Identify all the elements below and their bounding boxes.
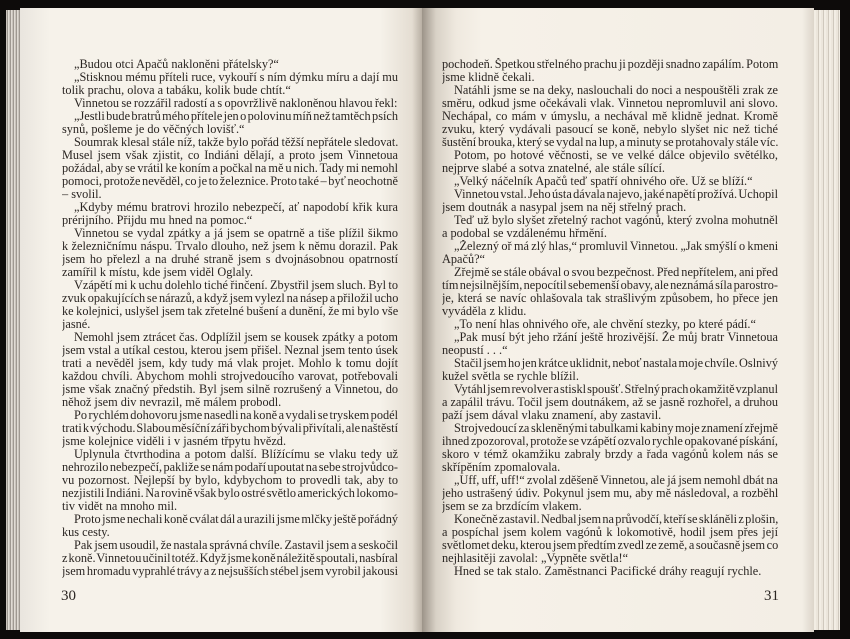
- text-line: „Velký náčelník Apačů teď spatří ohnivého oře. Už se blíží.“: [454, 175, 753, 188]
- text-line: tolik prachu, olova a tabáku, kolik bude chtít.“: [62, 84, 291, 97]
- paragraph: [62, 227, 398, 279]
- text-line: požádal, aby se vrátil ke koním a počkal na mě u nich. Tady mi nemohl: [62, 162, 398, 175]
- text-line: a zapálil trávu. Točil jsem doutnákem, až se jasně rozhořel, a druhou: [442, 396, 778, 409]
- text-line: trati a nevěděl jsem, kdy tudy má vlak projet. Mohlo k tomu dojít: [62, 357, 398, 370]
- text-line: jeho ustrašený údiv. Pokynul jsem mu, aby mě následoval, a rozběhl: [442, 487, 778, 500]
- text-line: nejprve slabé a sotva znatelné, ale stále sílící.: [442, 162, 665, 175]
- text-line: a podobal se vzdálenému hřmění.: [442, 227, 607, 240]
- text-line: zamířil k místu, kde jsem viděl Oglaly.: [62, 266, 254, 279]
- page-number-right: 31: [764, 588, 779, 604]
- text-line: vu pozornost. Nejlepší by bylo, kdybychom to provedli tak, aby to: [62, 474, 398, 487]
- paragraph: [442, 474, 778, 513]
- paragraph: [442, 266, 778, 318]
- text-line: „Pak musí být jeho ržání ještě hrozivější. Že můj bratr Vinnetoua: [454, 331, 778, 344]
- paragraph: [62, 513, 398, 539]
- paragraph: [442, 214, 778, 240]
- text-line: Vzápětí mi k uchu dolehlo tiché řinčení. Zbystřil jsem sluch. Byl to: [74, 279, 398, 292]
- text-line: „Budou otci Apačů nakloněni přátelsky?“: [74, 58, 279, 71]
- text-line: nejhlasitěji zavolal: „Vypněte světla!“: [442, 552, 629, 565]
- paragraph: [62, 71, 398, 97]
- text-line: „Stisknou mému příteli ruce, vykouří s ním dýmku míru a dají mu: [74, 71, 398, 84]
- left-page-text: [62, 58, 398, 578]
- text-line: paží jsem dával vlaku znamení, aby zastavil.: [442, 409, 662, 422]
- text-line: jsem ho přelezl a na druhé straně jsem s dvojnásobnou opatrností: [62, 253, 398, 266]
- paragraph: [442, 357, 778, 383]
- paragraph: [442, 383, 778, 422]
- paragraph: [62, 448, 398, 513]
- paragraph: [62, 58, 398, 71]
- text-line: „To není hlas ohnivého oře, ale chvění stezky, po které pádí.“: [454, 318, 756, 331]
- text-line: „Uff, uff, uff!“ zvolal zděšeně Vinnetou, ale já jsem nemohl dbát na: [454, 474, 778, 487]
- text-line: – svolil.: [62, 188, 102, 201]
- text-line: vyváděla z klidu.: [442, 305, 527, 318]
- paragraph: [442, 84, 778, 149]
- text-line: Strojvedoucí za skleněnými tabulkami kabiny moje znamení zřejmě: [454, 422, 778, 435]
- text-line: jsme kolejnice viděli i v jasném třpytu hvězd.: [62, 435, 287, 448]
- text-line: Potom, po hotové věčnosti, se ve velké dálce objevilo světélko,: [454, 149, 778, 162]
- text-line: pomoci, protože nevěděl, co je to železnice. Proto také – byť neochotně: [62, 175, 398, 188]
- text-line: k železničnímu náspu. Trvalo dlouho, než jsem k němu dorazil. Pak: [62, 240, 398, 253]
- text-line: skřípěním zpomalovala.: [442, 461, 561, 474]
- text-line: světlomet deku, kterou jsem předtím zvedl ze země, a současně jsem co: [442, 539, 778, 552]
- right-page-text: [442, 58, 778, 578]
- text-line: Uplynula čtvrthodina a potom další. Blížícímu se vlaku tedy už: [74, 448, 398, 461]
- text-line: Nemohl jsem ztrácet čas. Odplížil jsem se kousek zpátky a potom: [74, 331, 398, 344]
- text-line: „Jestli bude bratrů mého přítele jen o polovinu míň než tamtěch psích: [74, 110, 398, 123]
- page-number-left: 30: [61, 588, 76, 604]
- text-line: jasné.: [62, 318, 91, 331]
- paragraph: [62, 331, 398, 409]
- paragraph: [442, 240, 778, 266]
- text-line: Stačil jsem ho jen krátce uklidnit, neboť nastala moje chvíle. Oslnivý: [454, 357, 778, 370]
- text-line: Nechápal, co mám v úmyslu, a nechával mě klidně jednat. Kromě: [442, 110, 778, 123]
- paragraph: [62, 201, 398, 227]
- text-line: Proto jsme nechali koně cválat dál a urazili jsme mlčky ještě pořádný: [74, 513, 398, 526]
- paragraph: [62, 97, 398, 110]
- text-line: z koně. Vinnetou učinil totéž. Když jsme koně náležitě spoutali, nasbíral: [62, 552, 398, 565]
- paragraph: [62, 409, 398, 448]
- text-line: Po rychlém dohovoru jsme nasedli na koně a vydali se tryskem podél: [74, 409, 398, 422]
- text-line: skoro v témž okamžiku zabraly brzdy a řada vagónů kolem nás se: [442, 448, 778, 461]
- paragraph: [442, 175, 778, 188]
- paragraph: [62, 539, 398, 578]
- text-line: něhož jsem div nevrazil, mě málem probodl.: [62, 396, 282, 409]
- text-line: Hned se tak stalo. Zaměstnanci Pacifické dráhy reagují rychle.: [454, 565, 762, 578]
- text-line: ke kolejnici, uslyšel jsem tak zřetelné bušení a dunění, že mi bylo vše: [62, 305, 398, 318]
- text-line: tiv vidět na mnoho mil.: [62, 500, 178, 513]
- paragraph: [442, 318, 778, 331]
- text-line: a pospíchal jsem kolem vagónů k lokomotivě, hodil jsem přes její: [442, 526, 778, 539]
- text-line: Soumrak klesal stále níž, takže bylo pořád těžší nepřátele sledovat.: [74, 136, 398, 149]
- text-line: neopustí . . .“: [442, 344, 508, 357]
- paragraph: [62, 279, 398, 331]
- paragraph: [442, 565, 778, 578]
- text-line: jsem hromadu vyprahlé trávy a z nejsušších stébel jsem vyrobil jakousi: [62, 565, 398, 578]
- text-line: jsme však značný předstih. Byl jsem silně rozrušený a Vinnetou, do: [62, 383, 398, 396]
- text-line: tím nejsilnějším, nepocítil sebemenší obavy, ale neznámá síla parostro-: [442, 279, 778, 292]
- text-line: „Kdyby mému bratrovi hrozilo nebezpečí, ať napodobí křik kura: [74, 201, 398, 214]
- text-line: prérijního. Přijdu mu hned na pomoc.“: [62, 214, 253, 227]
- text-line: jsme klidně čekali.: [442, 71, 535, 84]
- text-line: směru, odkud jsme očekávali vlak. Vinnetou nepromluvil ani slovo.: [442, 97, 778, 110]
- paragraph: [62, 136, 398, 201]
- text-line: zvuk opakujících se nárazů, a když jsem vylezl na násep a přiložil ucho: [62, 292, 398, 305]
- text-line: pochodeň. Špetkou střelného prachu ji později snadno zapálím. Potom: [442, 58, 778, 71]
- text-line: kus cesty.: [62, 526, 110, 539]
- text-line: každou chvíli. Abychom mohli strojvedoucího varovat, potřebovali: [62, 370, 398, 383]
- text-line: jsem se za brzdícím vlakem.: [442, 500, 582, 513]
- paragraph: [442, 188, 778, 214]
- text-line: Pak jsem usoudil, že nastala správná chvíle. Zastavil jsem a seskočil: [74, 539, 398, 552]
- text-line: Vinnetou se rozzářil radostí a s opovržlivě nakloněnou hlavou řekl:: [74, 97, 398, 110]
- text-line: nezjistili Indiáni. Na rovině však bylo ostré světlo amerických lokomo-: [62, 487, 398, 500]
- text-line: Musel jsem však zjistit, co Indiáni dělají, a proto jsem Vinnetoua: [62, 149, 398, 162]
- text-line: Teď už bylo slyšet zřetelný rachot vagónů, který zvolna mohutněl: [454, 214, 778, 227]
- text-line: Apačů?“: [442, 253, 486, 266]
- text-line: šustění brouka, který se vydal na lup, a minuty se protahovaly stále víc.: [442, 136, 778, 149]
- paragraph: [442, 513, 778, 565]
- text-line: jsem vstal a utíkal cestou, kterou jsem přišel. Neznal jsem tento úsek: [62, 344, 398, 357]
- paragraph: [442, 58, 778, 84]
- text-line: kužel světla se rychle blížil.: [442, 370, 579, 383]
- text-line: jsem doutnák a nasypal jsem na něj střelný prach.: [442, 201, 687, 214]
- text-line: Vinnetou se vydal zpátky a já jsem se opatrně a tiše plížil šikmo: [74, 227, 398, 240]
- text-line: Natáhli jsme se na deky, naslouchali do noci a nespouštěli zrak ze: [454, 84, 778, 97]
- text-line: „Železný oř má zlý hlas,“ promluvil Vinnetou. „Jak smýšlí o kmeni: [454, 240, 778, 253]
- paragraph: [62, 110, 398, 136]
- paragraph: [442, 331, 778, 357]
- text-line: synů, pošleme je do věčných lovišť.“: [62, 123, 245, 136]
- text-line: nehrozilo nebezpečí, pakliže se nám podaří upoutat na sebe strojvůdco-: [62, 461, 398, 474]
- text-line: trati k východu. Slabou měsíční záři bychom bývali přivítali, ale naštěstí: [62, 422, 398, 435]
- text-line: je, která se navíc ohlašovala tak strašlivým způsobem, ho přece jen: [442, 292, 778, 305]
- text-line: Vytáhl jsem revolver a stiskl spoušť. Střelný prach okamžitě vzplanul: [454, 383, 778, 396]
- text-line: ihned zpozoroval, protože se vzápětí ozvalo rychle opakované pískání,: [442, 435, 778, 448]
- text-line: zvuku, který vydávali pasoucí se koně, nebylo slyšet nic než tiché: [442, 123, 778, 136]
- text-line: Vinnetou vstal. Jeho ústa dávala najevo, jaké napětí prožívá. Uchopil: [454, 188, 778, 201]
- text-line: Konečně zastavil. Nedbal jsem na průvodčí, kteří se skláněli z plošin,: [454, 513, 778, 526]
- text-line: Zřejmě se stále obával o svou bezpečnost. Před nepřítelem, ani před: [454, 266, 778, 279]
- paragraph: [442, 149, 778, 175]
- paragraph: [442, 422, 778, 474]
